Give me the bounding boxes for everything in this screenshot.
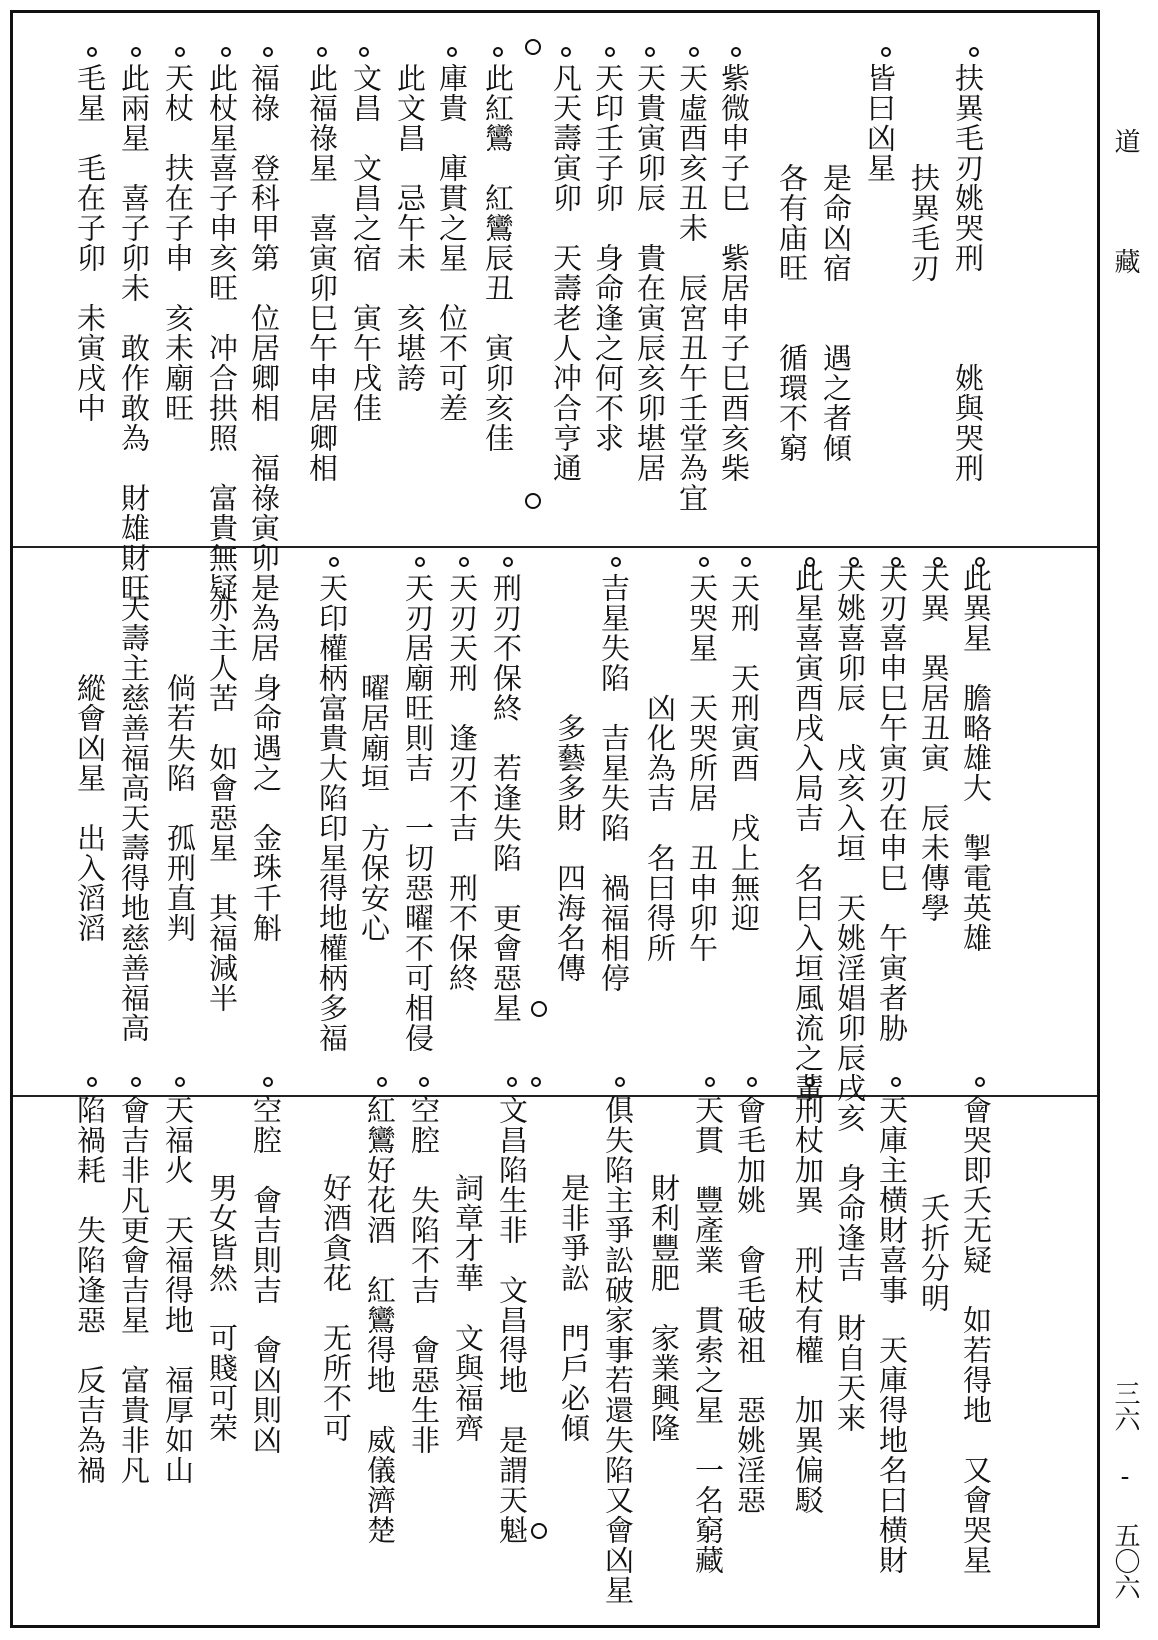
text-column: 詞章才華 文與福齊 [451,1173,485,1443]
scripture-page [10,10,1100,1628]
text-column: 天庫主横財喜事 天庫得地名曰横財 [875,1095,909,1575]
circle-mark-icon [87,1077,97,1087]
section-divider [13,546,1097,548]
circle-mark-icon [359,47,369,57]
text-column: 會吉非凡更會吉星 富貴非凡 [117,1095,151,1485]
text-column: 是命凶宿 遇之者傾 [819,163,853,463]
text-column: 文昌 文昌之宿 寅午戌佳 [349,63,383,423]
circle-mark-icon [933,557,943,567]
text-column: 天福火 天福得地 福厚如山 [161,1095,195,1485]
text-column: 俱失陷主爭訟破家事若還失陷又會凶星 [601,1095,635,1605]
text-column: 扶異毛刃 [907,163,941,283]
circle-mark-icon [507,1077,517,1087]
circle-mark-icon [329,557,339,567]
text-column: 財利豐肥 家業興隆 [647,1173,681,1443]
circle-mark-icon [849,557,859,567]
circle-mark-icon [175,1077,185,1087]
text-column: 天貴寅卯辰 貴在寅辰亥卯堪居 [633,63,667,483]
circle-mark-icon [503,557,513,567]
text-column: 夭折分明 [917,1193,951,1313]
circle-mark-icon [419,1077,429,1087]
text-column: 天刃喜申巳午寅刃在申巳 午寅者胁 [875,563,909,1043]
text-column: 天異 異居丑寅 辰未傳學 [917,563,951,923]
circle-mark-icon [459,557,469,567]
text-column: 身命逢吉 財自天来 [833,1163,867,1433]
text-column: 凡天壽寅卯 天壽老人冲合亨通 [549,63,583,483]
circle-mark-icon [891,557,901,567]
text-column: 天印壬子卯 身命逢之何不求 [591,63,625,453]
circle-mark-icon [741,557,751,567]
circle-mark-icon [317,47,327,57]
circle-mark-icon [561,47,571,57]
circle-mark-icon [531,1001,547,1017]
circle-mark-icon [611,557,621,567]
circle-mark-icon [891,1077,901,1087]
text-column: 倘若失陷 孤刑直判 [163,673,197,943]
circle-mark-icon [525,493,541,509]
text-column: 會哭即夭无疑 如若得地 又會哭星 [959,1095,993,1575]
text-column: 凶化為吉 名曰得所 [643,693,677,963]
text-column: 亦主人苦 如會惡星 其福減半 [205,593,239,1013]
circle-mark-icon [175,47,185,57]
text-column: 天哭星 天哭所居 丑申卯午 [685,573,719,963]
text-column: 皆曰凶星 [863,63,897,183]
text-column: 曜居廟垣 方保安心 [357,673,391,943]
circle-mark-icon [263,1077,273,1087]
circle-mark-icon [87,47,97,57]
text-column: 好酒貪花 无所不可 [319,1173,353,1443]
text-column: 紅鸞好花酒 紅鸞得地 威儀濟楚 [363,1095,397,1545]
circle-mark-icon [415,557,425,567]
text-column: 刑杖加異 刑杖有權 加異偏駁 [791,1095,825,1515]
circle-mark-icon [645,47,655,57]
circle-mark-icon [805,557,815,567]
text-column: 天虛酉亥丑未 辰宮丑午壬堂為宜 [675,63,709,513]
text-column: 空腔 失陷不吉 會惡生非 [407,1095,441,1455]
text-column: 扶異毛刃姚哭刑 姚與哭刑 [951,63,985,483]
circle-mark-icon [969,47,979,57]
circle-mark-icon [699,557,709,567]
text-column: 縱會凶星 出入滔滔 [73,673,107,943]
text-column: 福祿 登科甲第 位居卿相 福祿寅卯是為居 [247,63,281,663]
text-column: 刑刃不保終 若逢失陷 更會惡星 [489,573,523,1023]
circle-mark-icon [221,47,231,57]
circle-mark-icon [689,47,699,57]
circle-mark-icon [263,47,273,57]
circle-mark-icon [975,1077,985,1087]
text-column: 吉星失陷 吉星失陷 禍福相停 [597,573,631,993]
circle-mark-icon [493,47,503,57]
margin-title: 藏 [1110,248,1140,274]
text-column: 多藝多財 四海名傳 [553,713,587,983]
text-column: 天貫 豐產業 貫索之星 一名窮藏 [691,1095,725,1575]
circle-mark-icon [975,557,985,567]
circle-mark-icon [377,1077,387,1087]
circle-mark-icon [131,1077,141,1087]
text-column: 身命遇之 金珠千斛 [249,673,283,943]
text-column: 天刃居廟旺則吉 一切惡曜不可相侵 [401,573,435,1053]
text-column: 陷禍耗 失陷逢惡 反吉為禍 [73,1095,107,1485]
text-column: 天刃天刑 逢刃不吉 刑不保終 [445,573,479,993]
text-column: 此異星 膽略雄大 掣電英雄 [959,563,993,953]
circle-mark-icon [605,47,615,57]
text-column: 天印權柄富貴大陷印星得地權柄多福 [315,573,349,1053]
text-column: 空腔 會吉則吉 會凶則凶 [249,1095,283,1455]
text-column: 天壽主慈善福高天壽得地慈善福高 [117,593,151,1043]
text-column: 此兩星 喜子卯未 敢作敢為 財雄財旺 [117,63,151,603]
page-number: 三六 - 五〇六 [1110,1380,1140,1600]
text-column: 此紅鸞 紅鸞辰丑 寅卯亥佳 [481,63,515,453]
circle-mark-icon [731,47,741,57]
text-column: 各有庙旺 循環不窮 [775,163,809,463]
text-column: 此文昌 忌午未 亥堪誇 [393,63,427,393]
text-column: 是非爭訟 門戶必傾 [557,1173,591,1443]
circle-mark-icon [531,1077,541,1087]
circle-mark-icon [881,47,891,57]
circle-mark-icon [705,1077,715,1087]
text-column: 毛星 毛在子卯 未寅戌中 [73,63,107,423]
circle-mark-icon [805,1077,815,1087]
circle-mark-icon [747,1077,757,1087]
text-column: 天杖 扶在子申 亥未廟旺 [161,63,195,423]
circle-mark-icon [531,1523,547,1539]
circle-mark-icon [525,39,541,55]
text-column: 天刑 天刑寅酉 戌上無迎 [727,573,761,933]
text-column: 此星喜寅酉戌入局吉 名曰入垣風流之輩 [791,563,825,1103]
text-column: 文昌陷生非 文昌得地 是謂天魁 [495,1095,529,1545]
text-column: 會毛加姚 會毛破祖 惡姚淫惡 [733,1095,767,1515]
text-column: 男女皆然 可賤可荣 [205,1173,239,1443]
circle-mark-icon [615,1077,625,1087]
text-column: 此福祿星 喜寅卯巳午申居卿相 [305,63,339,483]
text-column: 天姚喜卯辰 戌亥入垣 天姚淫娼卯辰戌亥 [833,563,867,1133]
margin-title: 道 [1110,128,1140,154]
text-column: 此杖星喜子申亥旺 冲合拱照 富貴無疑 [205,63,239,603]
text-column: 紫微申子巳 紫居申子巳酉亥柴 [717,63,751,483]
text-column: 庫貴 庫貫之星 位不可差 [435,63,469,423]
circle-mark-icon [131,47,141,57]
circle-mark-icon [447,47,457,57]
